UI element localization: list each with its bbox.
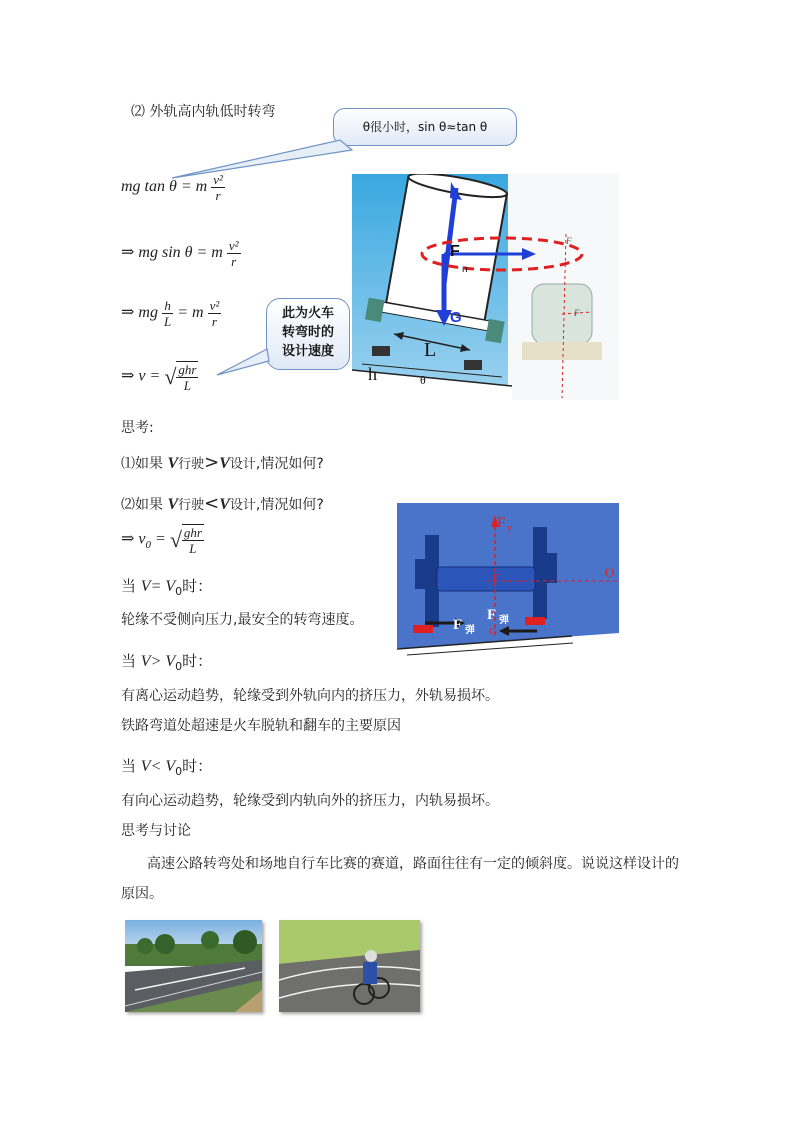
eq4-den: L	[183, 378, 192, 393]
eq1-fraction	[211, 172, 225, 203]
eq4-num: ghr	[178, 362, 197, 377]
diagram-label-fn-small: F	[566, 236, 572, 246]
eq2-den: r	[231, 254, 237, 269]
callout-speed-line-3: 设计速度	[281, 344, 334, 359]
q2-pre: ⑵如果	[121, 497, 163, 513]
case-greater-text-1: 有离心运动趋势，轮缘受到外轨向内的挤压力，外轨易损坏。	[121, 688, 499, 704]
eq3-hnum: h	[162, 298, 173, 314]
callout-speed-line-2: 转弯时的	[281, 325, 334, 340]
eq3-mid: = m	[177, 304, 204, 322]
eq2-num: v²	[228, 238, 239, 253]
wheelset-svg	[397, 503, 619, 657]
q2-v1: V	[167, 496, 179, 513]
eq5-eq: =	[155, 530, 166, 548]
case-lt-post: 时：	[182, 757, 213, 775]
equation-4	[121, 361, 198, 393]
eq3-hden: L	[163, 314, 172, 329]
callout-speed-pointer	[215, 345, 275, 380]
case-greater-text-2: 铁路弯道处超速是火车脱轨和翻车的主要原因	[121, 718, 401, 734]
discuss-body-line-2: 原因。	[121, 886, 163, 902]
eq3-h-fraction	[162, 298, 173, 329]
case-less-heading	[121, 756, 212, 782]
equation-2	[121, 238, 241, 269]
discuss-title: 思考与讨论	[121, 823, 191, 839]
callout-design-speed	[266, 298, 350, 370]
equation-3	[121, 298, 221, 329]
wheelset-diagram	[397, 503, 619, 657]
q2-s2: 设计	[229, 498, 256, 513]
cycling-photo-svg	[279, 920, 420, 1012]
diagram-label-h: h	[368, 364, 377, 384]
cycling-track-photo	[279, 920, 420, 1012]
case-gt-post: 时：	[182, 652, 213, 670]
eq5-pre: ⇒ v	[121, 530, 146, 548]
q1-s1: 行驶	[178, 457, 205, 472]
case-eq-sub: 0	[175, 585, 183, 598]
think-label: 思考:	[121, 420, 154, 436]
case-eq-post: 时：	[182, 577, 213, 595]
q1-v2: V	[219, 455, 230, 472]
eq5-den: L	[189, 541, 197, 556]
wheelset-label-f: F	[493, 572, 500, 584]
callout-theta-text: θ很小时，sin θ≈tan θ	[362, 120, 488, 134]
wheelset-label-g: G	[489, 626, 497, 638]
case-gt-sub: 0	[175, 660, 183, 673]
case-lt-pre: 当	[121, 757, 137, 775]
q2-op: <	[204, 493, 220, 514]
sqrt-sign-2: √	[169, 527, 182, 552]
discuss-body-line-1: 高速公路转弯处和场地自行车比赛的赛道，路面往往有一定的倾斜度。说说这样设计的	[147, 856, 679, 872]
eq2-left: ⇒ mg sin θ = m	[121, 244, 223, 262]
q1-op: >	[204, 452, 220, 473]
eq1-num: v²	[213, 172, 223, 187]
eq1-den: r	[215, 188, 221, 203]
q1-post: ,情况如何?	[255, 456, 324, 472]
sqrt-sign: √	[164, 364, 177, 389]
eq5-num: ghr	[183, 525, 202, 540]
eq4-pre: ⇒ v =	[121, 367, 161, 385]
case-equal-text: 轮缘不受侧向压力,最安全的转弯速度。	[121, 612, 364, 628]
eq5-sub: 0	[145, 538, 152, 551]
equation-5	[121, 524, 204, 556]
train-tilt-diagram	[352, 174, 619, 400]
train-tilt-svg	[352, 174, 619, 400]
eq3-den: r	[211, 314, 217, 329]
case-gt-expr: V> V	[140, 653, 176, 670]
case-lt-sub: 0	[175, 765, 183, 778]
q1-pre: ⑴如果	[121, 456, 163, 472]
case-eq-expr: V= V	[140, 578, 176, 595]
wheelset-label-fy: F	[497, 515, 506, 531]
diagram-label-fn-sub: n	[462, 264, 468, 275]
q2-v2: V	[219, 496, 230, 513]
eq3-num: v²	[209, 298, 220, 313]
q2-post: ,情况如何?	[255, 497, 324, 513]
diagram-label-theta: θ	[420, 373, 426, 387]
case-greater-heading	[121, 651, 212, 677]
diagram-label-fn: F	[450, 243, 460, 260]
highway-curve-photo	[125, 920, 262, 1012]
wheelset-label-fspring-right: F	[487, 607, 497, 623]
case-eq-pre: 当	[121, 577, 137, 595]
diagram-label-L: L	[424, 339, 437, 361]
wheelset-label-fy-sub: y	[507, 523, 512, 534]
wheelset-label-fspring-right-sub: 弹	[499, 615, 509, 626]
question-2	[121, 494, 324, 516]
wheelset-label-o: O	[605, 565, 615, 580]
eq1-left: mg tan θ = m	[121, 178, 208, 196]
wheelset-label-fspring-left: F	[453, 617, 463, 633]
wheelset-label-fspring-left-sub: 弹	[465, 625, 475, 636]
highway-photo-svg	[125, 920, 262, 1012]
question-1	[121, 453, 324, 475]
eq2-fraction	[227, 238, 241, 269]
case-gt-pre: 当	[121, 652, 137, 670]
diagram-label-g: G	[450, 309, 462, 326]
section-heading: ⑵ 外轨高内轨低时转弯	[131, 104, 276, 120]
eq3-pre: ⇒ mg	[121, 304, 158, 322]
diagram-label-f-small: F	[574, 308, 580, 318]
callout-speed-line-1: 此为火车	[281, 306, 334, 321]
equation-1	[121, 172, 225, 203]
case-less-text: 有向心运动趋势，轮缘受到内轨向外的挤压力，内轨易损坏。	[121, 793, 499, 809]
q1-s2: 设计	[229, 457, 256, 472]
eq3-fraction	[208, 298, 222, 329]
eq4-fraction	[176, 361, 198, 393]
case-equal-heading	[121, 576, 212, 602]
case-lt-expr: V< V	[140, 758, 176, 775]
eq5-fraction	[182, 524, 204, 556]
q1-v1: V	[167, 455, 179, 472]
q2-s1: 行驶	[178, 498, 205, 513]
